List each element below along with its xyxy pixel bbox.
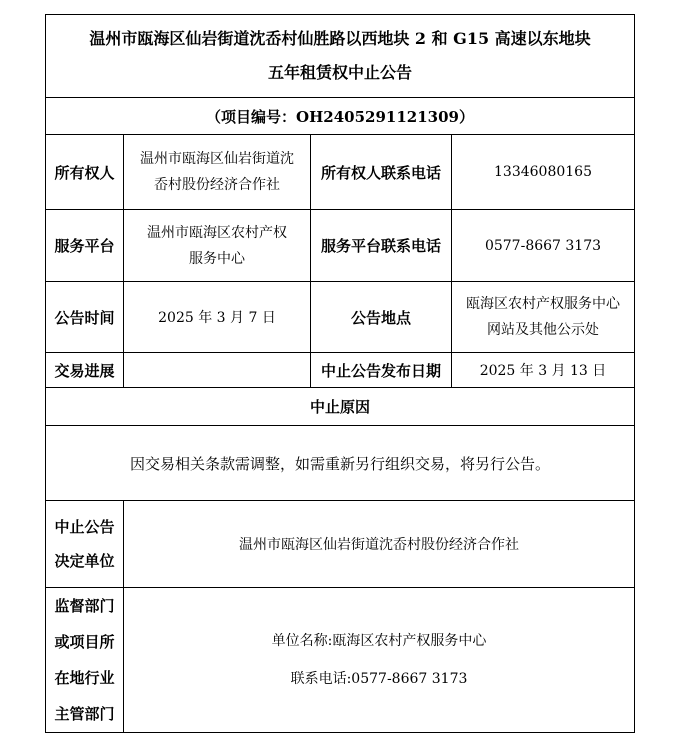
notice-place-label: 公告地点 bbox=[350, 308, 411, 327]
title-line-1: 温州市瓯海区仙岩街道沈岙村仙胜路以西地块 2 和 G15 高速以东地块 bbox=[89, 29, 591, 48]
owner-phone-label: 所有权人联系电话 bbox=[320, 163, 441, 182]
platform-phone: 0577-8667 3173 bbox=[484, 237, 602, 254]
progress-label: 交易进展 bbox=[54, 361, 115, 380]
reason-heading: 中止原因 bbox=[309, 398, 370, 416]
decision-value: 温州市瓯海区仙岩街道沈岙村股份经济合作社 bbox=[239, 537, 519, 553]
platform-label: 服务平台 bbox=[54, 237, 115, 255]
notice-place: 瓯海区农村产权服务中心 网站及其他公示处 bbox=[466, 296, 620, 338]
owner-phone: 13346080165 bbox=[494, 164, 592, 180]
owner-label: 所有权人 bbox=[54, 163, 115, 182]
supervision-value bbox=[124, 588, 634, 732]
reason-text: 因交易相关条款需调整，如需重新另行组织交易，将另行公告。 bbox=[129, 454, 550, 473]
suspension-date: 2025 年 3 月 13 日 bbox=[479, 363, 607, 379]
supervision-contact: 联系电话:0577-8667 3173 bbox=[290, 671, 468, 687]
suspension-date-label: 中止公告发布日期 bbox=[320, 361, 441, 380]
platform-phone-label: 服务平台联系电话 bbox=[320, 237, 441, 255]
project-number: （项目编号：OH2405291121309） bbox=[206, 107, 474, 126]
title-line-2: 五年租赁权中止公告 bbox=[267, 63, 412, 82]
progress-value bbox=[124, 353, 310, 387]
notice-title bbox=[46, 15, 634, 97]
notice-time: 2025 年 3 月 7 日 bbox=[158, 310, 276, 326]
notice-time-label: 公告时间 bbox=[54, 308, 115, 327]
supervision-unit-name: 单位名称:瓯海区农村产权服务中心 bbox=[271, 633, 487, 649]
platform-value: 温州市瓯海区农村产权 服务中心 bbox=[147, 224, 287, 267]
owner-value: 温州市瓯海区仙岩街道沈 岙村股份经济合作社 bbox=[140, 151, 294, 193]
decision-label: 中止公告 决定单位 bbox=[54, 518, 115, 570]
supervision-label: 监督部门 或项目所 在地行业 主管部门 bbox=[54, 597, 115, 723]
